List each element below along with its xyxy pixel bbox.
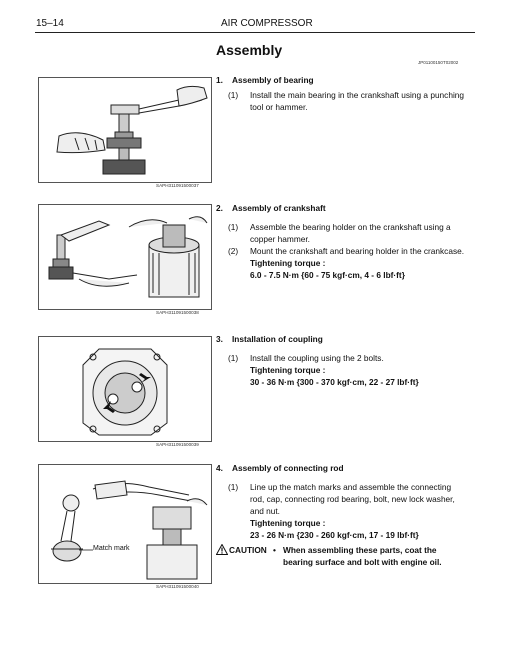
step-text: rod, cap, connecting rod bearing, bolt, new lock washer, <box>250 494 455 504</box>
illustration-hammer-bearing <box>39 78 211 182</box>
section-connecting-rod <box>216 462 481 541</box>
step <box>216 89 481 113</box>
step <box>216 352 481 388</box>
section-title: Assembly of connecting rod <box>232 463 344 473</box>
callout-leader-line <box>79 547 93 553</box>
step-text: Assemble the bearing holder on the crankshaft using a <box>250 222 451 232</box>
figure-id: SAPH311091500037 <box>156 183 199 188</box>
section-coupling <box>216 333 481 388</box>
torque-label: Tightening torque : <box>250 518 326 528</box>
page-number: 15–14 <box>36 18 64 29</box>
torque-value: 23 - 26 N·m {230 - 260 kgf·cm, 17 - 19 lbf·ft} <box>250 530 419 540</box>
caution-note <box>216 544 481 568</box>
step-text: and nut. <box>250 506 280 516</box>
section-heading <box>216 462 481 474</box>
section-number: 2. <box>216 203 223 213</box>
chapter-title: AIR COMPRESSOR <box>221 18 313 29</box>
warning-triangle-icon <box>216 544 228 555</box>
section-number: 3. <box>216 334 223 344</box>
step-number: (1) <box>228 222 239 232</box>
step <box>216 221 481 245</box>
figure-id: SAPH311091500038 <box>156 310 199 315</box>
caution-label: CAUTION <box>229 545 267 555</box>
illustration-coupling <box>39 337 211 441</box>
step-number: (1) <box>228 482 239 492</box>
torque-label: Tightening torque : <box>250 365 326 375</box>
match-mark-callout: Match mark <box>93 545 130 552</box>
step <box>216 481 481 541</box>
section-heading <box>216 74 481 86</box>
section-heading <box>216 333 481 345</box>
figure-coupling-install <box>38 336 212 442</box>
step-text: copper hammer. <box>250 234 310 244</box>
figure-id: SAPH311091500040 <box>156 584 199 589</box>
section-title: Assembly of crankshaft <box>232 203 326 213</box>
step-text: Mount the crankshaft and bearing holder in the crankcase. <box>250 246 465 256</box>
torque-value: 30 - 36 N·m {300 - 370 kgf·cm, 22 - 27 lbf·ft} <box>250 377 419 387</box>
step-text: Install the coupling using the 2 bolts. <box>250 353 384 363</box>
step-number: (1) <box>228 90 239 100</box>
step-text: Line up the match marks and assemble the connecting <box>250 482 452 492</box>
figure-crankshaft-assembly <box>38 204 212 310</box>
figure-bearing-install <box>38 77 212 183</box>
header-rule <box>35 32 475 33</box>
torque-label: Tightening torque : <box>250 258 326 268</box>
illustration-crankshaft <box>39 205 211 309</box>
section-bearing <box>216 74 481 113</box>
document-code: JP01100150T02002 <box>418 60 459 65</box>
step-text: Install the main bearing in the crankshaft using a punching <box>250 90 465 100</box>
caution-text: When assembling these parts, coat the <box>283 545 437 555</box>
step-number: (1) <box>228 353 239 363</box>
figure-connecting-rod <box>38 464 212 584</box>
section-number: 1. <box>216 75 223 85</box>
step <box>216 245 481 281</box>
section-title: Installation of coupling <box>232 334 323 344</box>
caution-text: bearing surface and bolt with engine oil. <box>283 557 442 567</box>
section-title: Assembly of bearing <box>232 75 314 85</box>
caution-bullet: • <box>273 545 276 555</box>
figure-id: SAPH311091500039 <box>156 442 199 447</box>
step-number: (2) <box>228 246 239 256</box>
section-number: 4. <box>216 463 223 473</box>
illustration-connecting-rod <box>39 465 211 583</box>
step-text: tool or hammer. <box>250 102 308 112</box>
section-heading <box>216 202 481 214</box>
torque-value: 6.0 - 7.5 N·m {60 - 75 kgf·cm, 4 - 6 lbf·ft} <box>250 270 405 280</box>
section-crankshaft <box>216 202 481 281</box>
page-title: Assembly <box>216 42 283 58</box>
